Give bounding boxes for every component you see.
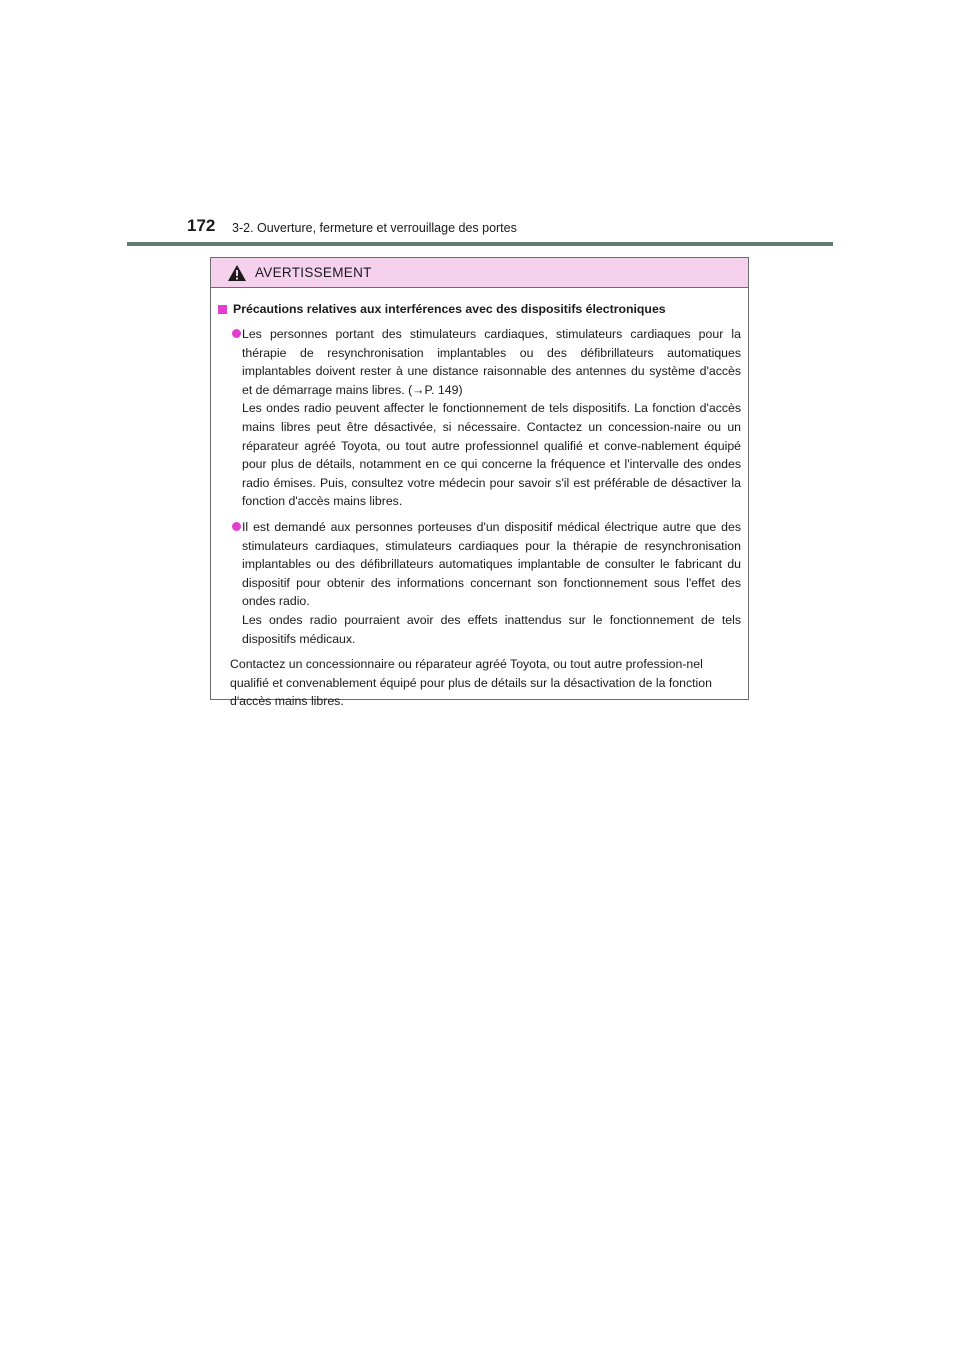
bullet-paragraph: Les personnes portant des stimulateurs cardiaques, stimulateurs cardiaques pour la thérapie de resynchronisation implantables ou des défibrillateurs automatiques implantables doivent rester à une distance raisonnable des antennes du système d'accès et de démarrage mains libres. (→P. 149) <box>242 327 741 397</box>
bullet-item <box>218 325 741 511</box>
square-bullet-icon <box>218 305 227 314</box>
header-rule <box>127 242 833 246</box>
warning-subheading <box>218 300 741 318</box>
warning-box <box>210 257 749 709</box>
warning-body <box>211 288 748 711</box>
warning-heading-text: Précautions relatives aux interférences avec des dispositifs électroniques <box>233 302 666 316</box>
dot-bullet-icon <box>232 329 241 338</box>
dot-bullet-icon <box>232 522 241 531</box>
bullet-item <box>218 518 741 648</box>
warning-title: AVERTISSEMENT <box>255 265 372 280</box>
page-number: 172 <box>187 216 216 235</box>
closing-paragraph: Contactez un concessionnaire ou réparateur agréé Toyota, ou tout autre profession-nel qualifié et convenablement équipé pour plus de détails sur la désactivation de la fonction d'accès mains libres. <box>230 657 712 709</box>
warning-header <box>211 258 748 288</box>
bullet-paragraph: Les ondes radio peuvent affecter le fonctionnement de tels dispositifs. La fonction d'accès mains libres peut être désactivée, si nécessaire. Contactez un concession-naire ou un réparateur agréé Toyota, ou tout autre professionnel qualifié et conve-nablement équipé pour plus de détails, notamment en ce qui concerne la fréquence et l'intervalle des ondes radio émises. Puis, consultez votre médecin pour savoir s'il est préférable de désactiver la fonction d'accès mains libres. <box>242 401 741 509</box>
warning-triangle-icon <box>227 264 247 282</box>
section-title: 3-2. Ouverture, fermeture et verrouillage des portes <box>232 221 517 235</box>
bullet-paragraph: Il est demandé aux personnes porteuses d'un dispositif médical électrique autre que des stimulateurs cardiaques, stimulateurs cardiaques pour la thérapie de resynchronisation implantables ou des défibrillateurs automatiques implantable de consulter le fabricant du dispositif pour obtenir des informations concernant son fonctionnement sous l'effet des ondes radio. <box>242 519 741 609</box>
bullet-paragraph: Les ondes radio pourraient avoir des effets inattendus sur le fonctionnement de tels dispositifs médicaux. <box>242 612 741 646</box>
